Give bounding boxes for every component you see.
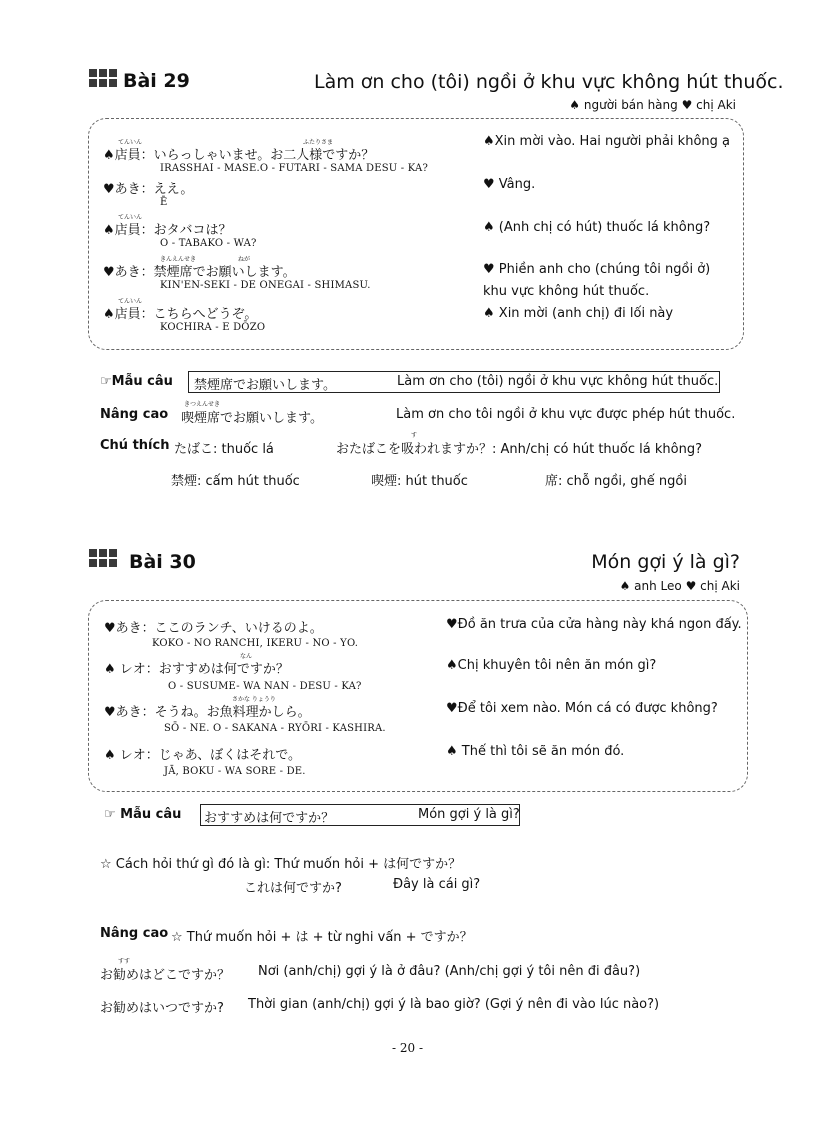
dialogue-line-jp: ♥あき：ここのランチ、いけるのよ。 xyxy=(104,621,323,636)
note-item: 喫煙: hút thuốc xyxy=(371,474,468,489)
advanced-vi: Làm ơn cho tôi ngồi ở khu vực được phép hút thuốc. xyxy=(396,407,736,422)
furigana: てんいん xyxy=(118,139,143,146)
furigana: なん xyxy=(240,653,253,660)
dialogue-line-romaji: O - TABAKO - WA? xyxy=(160,238,257,249)
dialogue-line-romaji: KOKO - NO RANCHI, IKERU - NO - YO. xyxy=(152,638,359,649)
lesson-marker-icon xyxy=(109,549,117,557)
example-vi: Thời gian (anh/chị) gợi ý là bao giờ? (Gợi ý nên đi vào lúc nào?) xyxy=(248,997,660,1012)
example-vi: Đây là cái gì? xyxy=(393,877,481,892)
advanced-jp: 喫煙席でお願いします。 xyxy=(181,411,323,426)
note-item: おたばこを吸われますか？: Anh/chị có hút thuốc lá không? xyxy=(336,442,702,457)
dialogue-line-jp: ♥あき：ええ。 xyxy=(103,182,194,197)
lesson-number: Bài 29 xyxy=(123,70,190,92)
dialogue-line-romaji: Ē xyxy=(160,197,168,208)
dialogue-line-romaji: SŌ - NE. O - SAKANA - RYŌRI - KASHIRA. xyxy=(164,723,386,734)
note-item: 禁煙: cấm hút thuốc xyxy=(171,474,300,489)
lesson-number: Bài 30 xyxy=(129,551,196,573)
pattern-vi: Món gợi ý là gì? xyxy=(418,807,520,822)
dialogue-line-jp: ♥あき：そうね。お魚料理かしら。 xyxy=(104,705,311,720)
example-vi: Nơi (anh/chị) gợi ý là ở đâu? (Anh/chị gợi ý tôi nên đi đâu?) xyxy=(258,964,641,979)
dialogue-line-vi: ♥ Vâng. xyxy=(483,177,536,192)
pattern-label: ☞ Mẫu câu xyxy=(104,807,182,822)
lesson-marker-icon xyxy=(99,549,107,557)
lesson-marker-icon xyxy=(89,549,97,557)
dialogue-line-vi: ♠ Xin mời (anh chị) đi lối này xyxy=(483,306,674,321)
dialogue-line-vi: ♥Để tôi xem nào. Món cá có được không? xyxy=(446,701,718,716)
lesson-marker-icon xyxy=(89,79,97,87)
furigana: てんいん xyxy=(118,214,143,221)
lesson-marker-icon xyxy=(89,69,97,77)
lesson-marker-icon xyxy=(99,69,107,77)
advanced-label: Nâng cao xyxy=(100,407,169,422)
pattern-jp: おすすめは何ですか？ xyxy=(204,811,335,826)
dialogue-line-romaji: O - SUSUME- WA NAN - DESU - KA? xyxy=(168,681,362,692)
dialogue-line-jp: ♠店員：いらっしゃいませ。お二人様ですか？ xyxy=(103,148,375,163)
lesson-title: Làm ơn cho (tôi) ngồi ở khu vực không hút thuốc. xyxy=(314,71,784,93)
lesson-title: Món gợi ý là gì? xyxy=(591,551,740,573)
dialogue-line-romaji: IRASSHAI - MASE.O - FUTARI - SAMA DESU - KA? xyxy=(160,163,428,174)
note-item: 席: chỗ ngồi, ghế ngồi xyxy=(545,474,687,489)
dialogue-line-vi: ♥ Phiền anh cho (chúng tôi ngồi ở) xyxy=(483,262,711,277)
speaker-roles: ♠ người bán hàng ♥ chị Aki xyxy=(569,98,736,112)
dialogue-line-vi: ♠Xin mời vào. Hai người phải không ạ xyxy=(483,134,730,149)
example-jp: これは何ですか? xyxy=(244,881,342,896)
speaker-roles: ♠ anh Leo ♥ chị Aki xyxy=(619,579,740,593)
advanced-rule: ☆ Thứ muốn hỏi + は + từ nghi vấn + ですか？ xyxy=(171,930,473,945)
furigana: ふたりさま xyxy=(303,139,334,146)
furigana: ねが xyxy=(238,256,251,263)
note-item: たばこ: thuốc lá xyxy=(174,442,274,457)
page-number: - 20 - xyxy=(392,1041,424,1055)
dialogue-line-romaji: KIN'EN-SEKI - DE ONEGAI - SHIMASU. xyxy=(160,280,371,291)
lesson-marker-icon xyxy=(99,559,107,567)
dialogue-line-vi: ♠ (Anh chị có hút) thuốc lá không? xyxy=(483,220,711,235)
lesson-marker-icon xyxy=(99,79,107,87)
dialogue-line-romaji: KOCHIRA - E DŌZO xyxy=(160,322,266,333)
note-label: Chú thích xyxy=(100,438,170,453)
lesson-marker-icon xyxy=(109,559,117,567)
lesson-marker-icon xyxy=(89,559,97,567)
dialogue-line-jp: ♠ レオ：おすすめは何ですか？ xyxy=(104,662,289,677)
example-jp: お勧めはいつですか? xyxy=(100,1001,224,1016)
furigana: きんえんせき xyxy=(160,256,197,263)
dialogue-line-vi: ♥Đồ ăn trưa của cửa hàng này khá ngon đấy. xyxy=(446,617,742,632)
furigana: す xyxy=(411,432,418,439)
dialogue-line-jp: ♠店員：こちらへどうぞ。 xyxy=(103,307,258,322)
dialogue-line-jp: ♠店員：おタバコは？ xyxy=(103,223,232,238)
furigana: すす xyxy=(118,958,131,965)
furigana: きつえんせき xyxy=(184,401,221,408)
dialogue-line-vi: khu vực không hút thuốc. xyxy=(483,284,650,299)
how-to-ask: ☆ Cách hỏi thứ gì đó là gì: Thứ muốn hỏi + は何ですか？ xyxy=(100,857,462,872)
dialogue-line-vi: ♠ Thế thì tôi sẽ ăn món đó. xyxy=(446,744,625,759)
dialogue-line-jp: ♥あき：禁煙席でお願いします。 xyxy=(103,265,296,280)
lesson-marker-icon xyxy=(109,79,117,87)
dialogue-line-romaji: JĀ, BOKU - WA SORE - DE. xyxy=(164,766,306,777)
lesson-marker-icon xyxy=(109,69,117,77)
furigana: てんいん xyxy=(118,298,143,305)
example-jp: お勧めはどこですか？ xyxy=(100,968,231,983)
pattern-jp: 禁煙席でお願いします。 xyxy=(194,378,336,393)
dialogue-line-jp: ♠ レオ：じゃあ、ぼくはそれで。 xyxy=(104,748,302,763)
furigana: さかな りょうり xyxy=(232,696,276,703)
advanced-label: Nâng cao xyxy=(100,926,169,941)
pattern-label: ☞Mẫu câu xyxy=(100,374,173,389)
pattern-vi: Làm ơn cho (tôi) ngồi ở khu vực không hút thuốc. xyxy=(397,374,719,389)
dialogue-line-vi: ♠Chị khuyên tôi nên ăn món gì? xyxy=(446,658,657,673)
